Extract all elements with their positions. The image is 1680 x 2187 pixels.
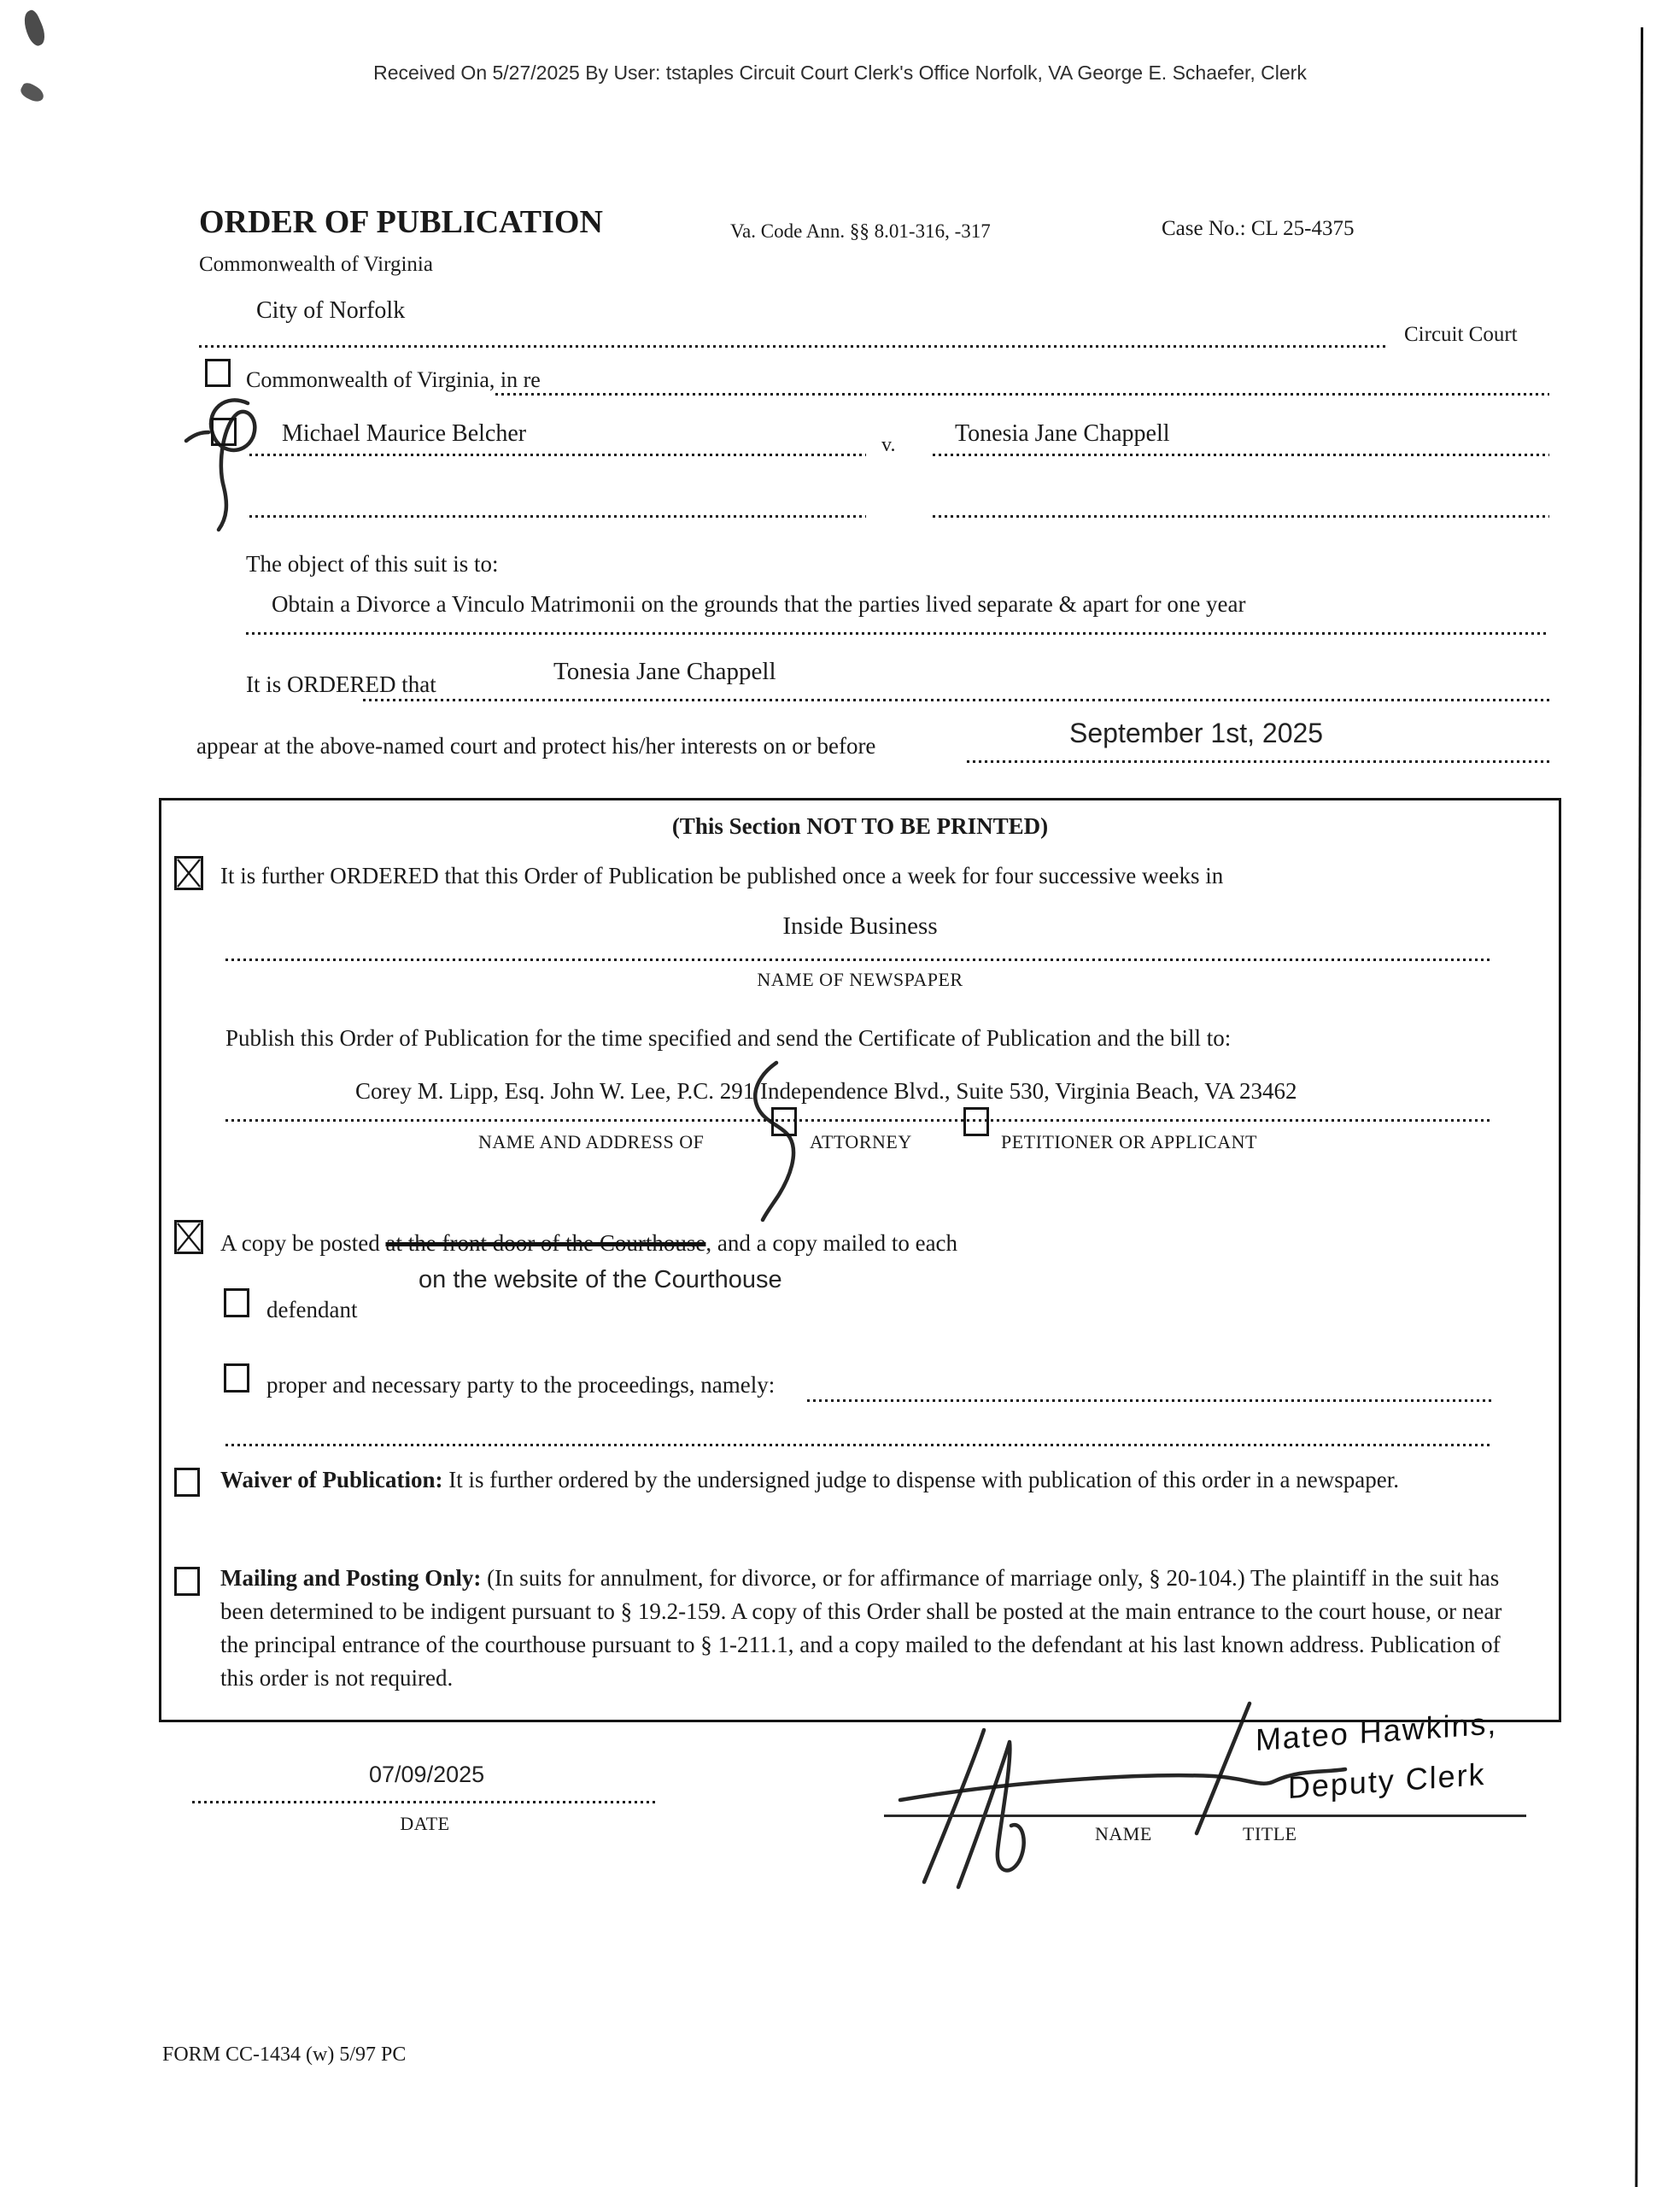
copy-posted-line (220, 1230, 957, 1257)
object-text: Obtain a Divorce a Vinculo Matrimonii on the grounds that the parties lived separate & apart for one year (272, 591, 1246, 617)
copy-posted-prefix: A copy be posted (220, 1230, 386, 1256)
in-re-fill-line (495, 393, 1549, 396)
address-caption: NAME AND ADDRESS OF (478, 1131, 705, 1152)
waiver-text: It is further ordered by the undersigned judge to dispense with publication of this order in a newspaper. (442, 1467, 1399, 1492)
received-stamp: Received On 5/27/2025 By User: tstaples Circuit Court Clerk's Office Norfolk, VA George E. Schaefer, Clerk (373, 62, 1307, 84)
proper-party-checkbox[interactable] (224, 1363, 249, 1393)
appear-filled-date: September 1st, 2025 (1069, 718, 1324, 748)
ordered-filled-name: Tonesia Jane Chappell (553, 658, 776, 685)
proper-party-label: proper and necessary party to the proceedings, namely: (266, 1372, 776, 1398)
court-name-line (199, 345, 1388, 348)
petitioner-checkbox[interactable] (963, 1107, 989, 1136)
scan-smudge-top-left (19, 9, 49, 49)
date-caption: DATE (400, 1813, 450, 1834)
page-title: ORDER OF PUBLICATION (199, 204, 603, 240)
mailing-posting-checkbox[interactable] (174, 1567, 200, 1596)
date-fill-line (192, 1801, 658, 1803)
proper-party-fill-line (807, 1399, 1491, 1402)
attorney-label: ATTORNEY (810, 1131, 912, 1152)
newspaper-name-value: Inside Business (782, 912, 938, 940)
court-type-label: Circuit Court (1404, 323, 1518, 346)
newspaper-caption: NAME OF NEWSPAPER (757, 969, 963, 990)
in-re-checkbox[interactable] (205, 359, 231, 387)
object-label: The object of this suit is to: (246, 551, 499, 577)
handwritten-scribble-mark (181, 391, 292, 545)
waiver-bold-label: Waiver of Publication: (220, 1467, 443, 1492)
defendant-name-line (933, 454, 1549, 456)
copy-posted-insertion: on the website of the Courthouse (419, 1266, 782, 1293)
box-heading: (This Section NOT TO BE PRINTED) (671, 813, 1049, 839)
publish-weekly-checkbox[interactable] (174, 856, 203, 890)
ordered-label: It is ORDERED that (246, 671, 436, 697)
court-name-value: City of Norfolk (256, 297, 406, 324)
plaintiff-name: Michael Maurice Belcher (282, 420, 527, 447)
copy-posted-suffix: , and a copy mailed to each (705, 1230, 958, 1256)
waiver-paragraph (220, 1463, 1519, 1498)
versus-label: v. (881, 434, 896, 456)
code-reference: Va. Code Ann. §§ 8.01-316, -317 (730, 220, 991, 242)
defendant-extra-line (933, 515, 1549, 518)
publish-instruction: Publish this Order of Publication for the time specified and send the Certificate of Publication and the bill to: (225, 1025, 1232, 1051)
handwritten-clerk-name: Mateo Hawkins, (1256, 1705, 1498, 1758)
plaintiff-name-line (249, 454, 866, 456)
newspaper-fill-line (225, 959, 1491, 961)
appear-label: appear at the above-named court and protect his/her interests on or before (196, 733, 876, 759)
recipient-fill-line (225, 1119, 1491, 1122)
waiver-checkbox[interactable] (174, 1468, 200, 1497)
form-id-footer: FORM CC-1434 (w) 5/97 PC (162, 2043, 407, 2066)
recipient-address: Corey M. Lipp, Esq. John W. Lee, P.C. 291 Independence Blvd., Suite 530, Virginia Beach, VA 23462 (355, 1078, 1297, 1104)
copy-posted-checkbox[interactable] (174, 1220, 203, 1254)
defendant-checkbox[interactable] (224, 1288, 249, 1317)
mailing-text: (In suits for annulment, for divorce, or for affirmance of marriage only, § 20-104.) The plaintiff in the suit has been determined to be indigent pursuant to § 19.2-159. A copy of this Order shall be posted at the main entrance to the court house, or near the principal entrance of the courthouse pursuant to § 1-211.1, and a copy mailed to the defendant at his last known address. Publication of this order is not required. (220, 1565, 1502, 1692)
case-number: Case No.: CL 25-4375 (1162, 217, 1355, 240)
defendant-name: Tonesia Jane Chappell (955, 420, 1170, 447)
appear-fill-line (967, 760, 1549, 763)
publish-order-text: It is further ORDERED that this Order of Publication be published once a week for four successive weeks in (220, 863, 1224, 888)
handwritten-clerk-title: Deputy Clerk (1288, 1756, 1486, 1806)
scan-edge-line (1635, 27, 1643, 2187)
copy-posted-struck-text: at the front door of the Courthouse (385, 1230, 706, 1256)
ordered-fill-line (363, 699, 1549, 701)
in-re-label: Commonwealth of Virginia, in re (246, 367, 541, 392)
mailing-posting-paragraph (220, 1562, 1529, 1696)
defendant-option-label: defendant (266, 1297, 358, 1322)
handwritten-slash (1183, 1698, 1260, 1839)
object-fill-line (246, 632, 1549, 635)
commonwealth-subtitle: Commonwealth of Virginia (199, 253, 433, 276)
name-caption: NAME (1095, 1823, 1152, 1844)
date-value: 07/09/2025 (369, 1762, 485, 1787)
handwritten-attorney-check (722, 1059, 833, 1226)
mailing-bold-label: Mailing and Posting Only: (220, 1565, 482, 1591)
proper-party-extra-line (225, 1444, 1491, 1446)
plaintiff-extra-line (249, 515, 866, 518)
title-caption: TITLE (1243, 1823, 1297, 1844)
petitioner-label: PETITIONER OR APPLICANT (1001, 1131, 1257, 1152)
